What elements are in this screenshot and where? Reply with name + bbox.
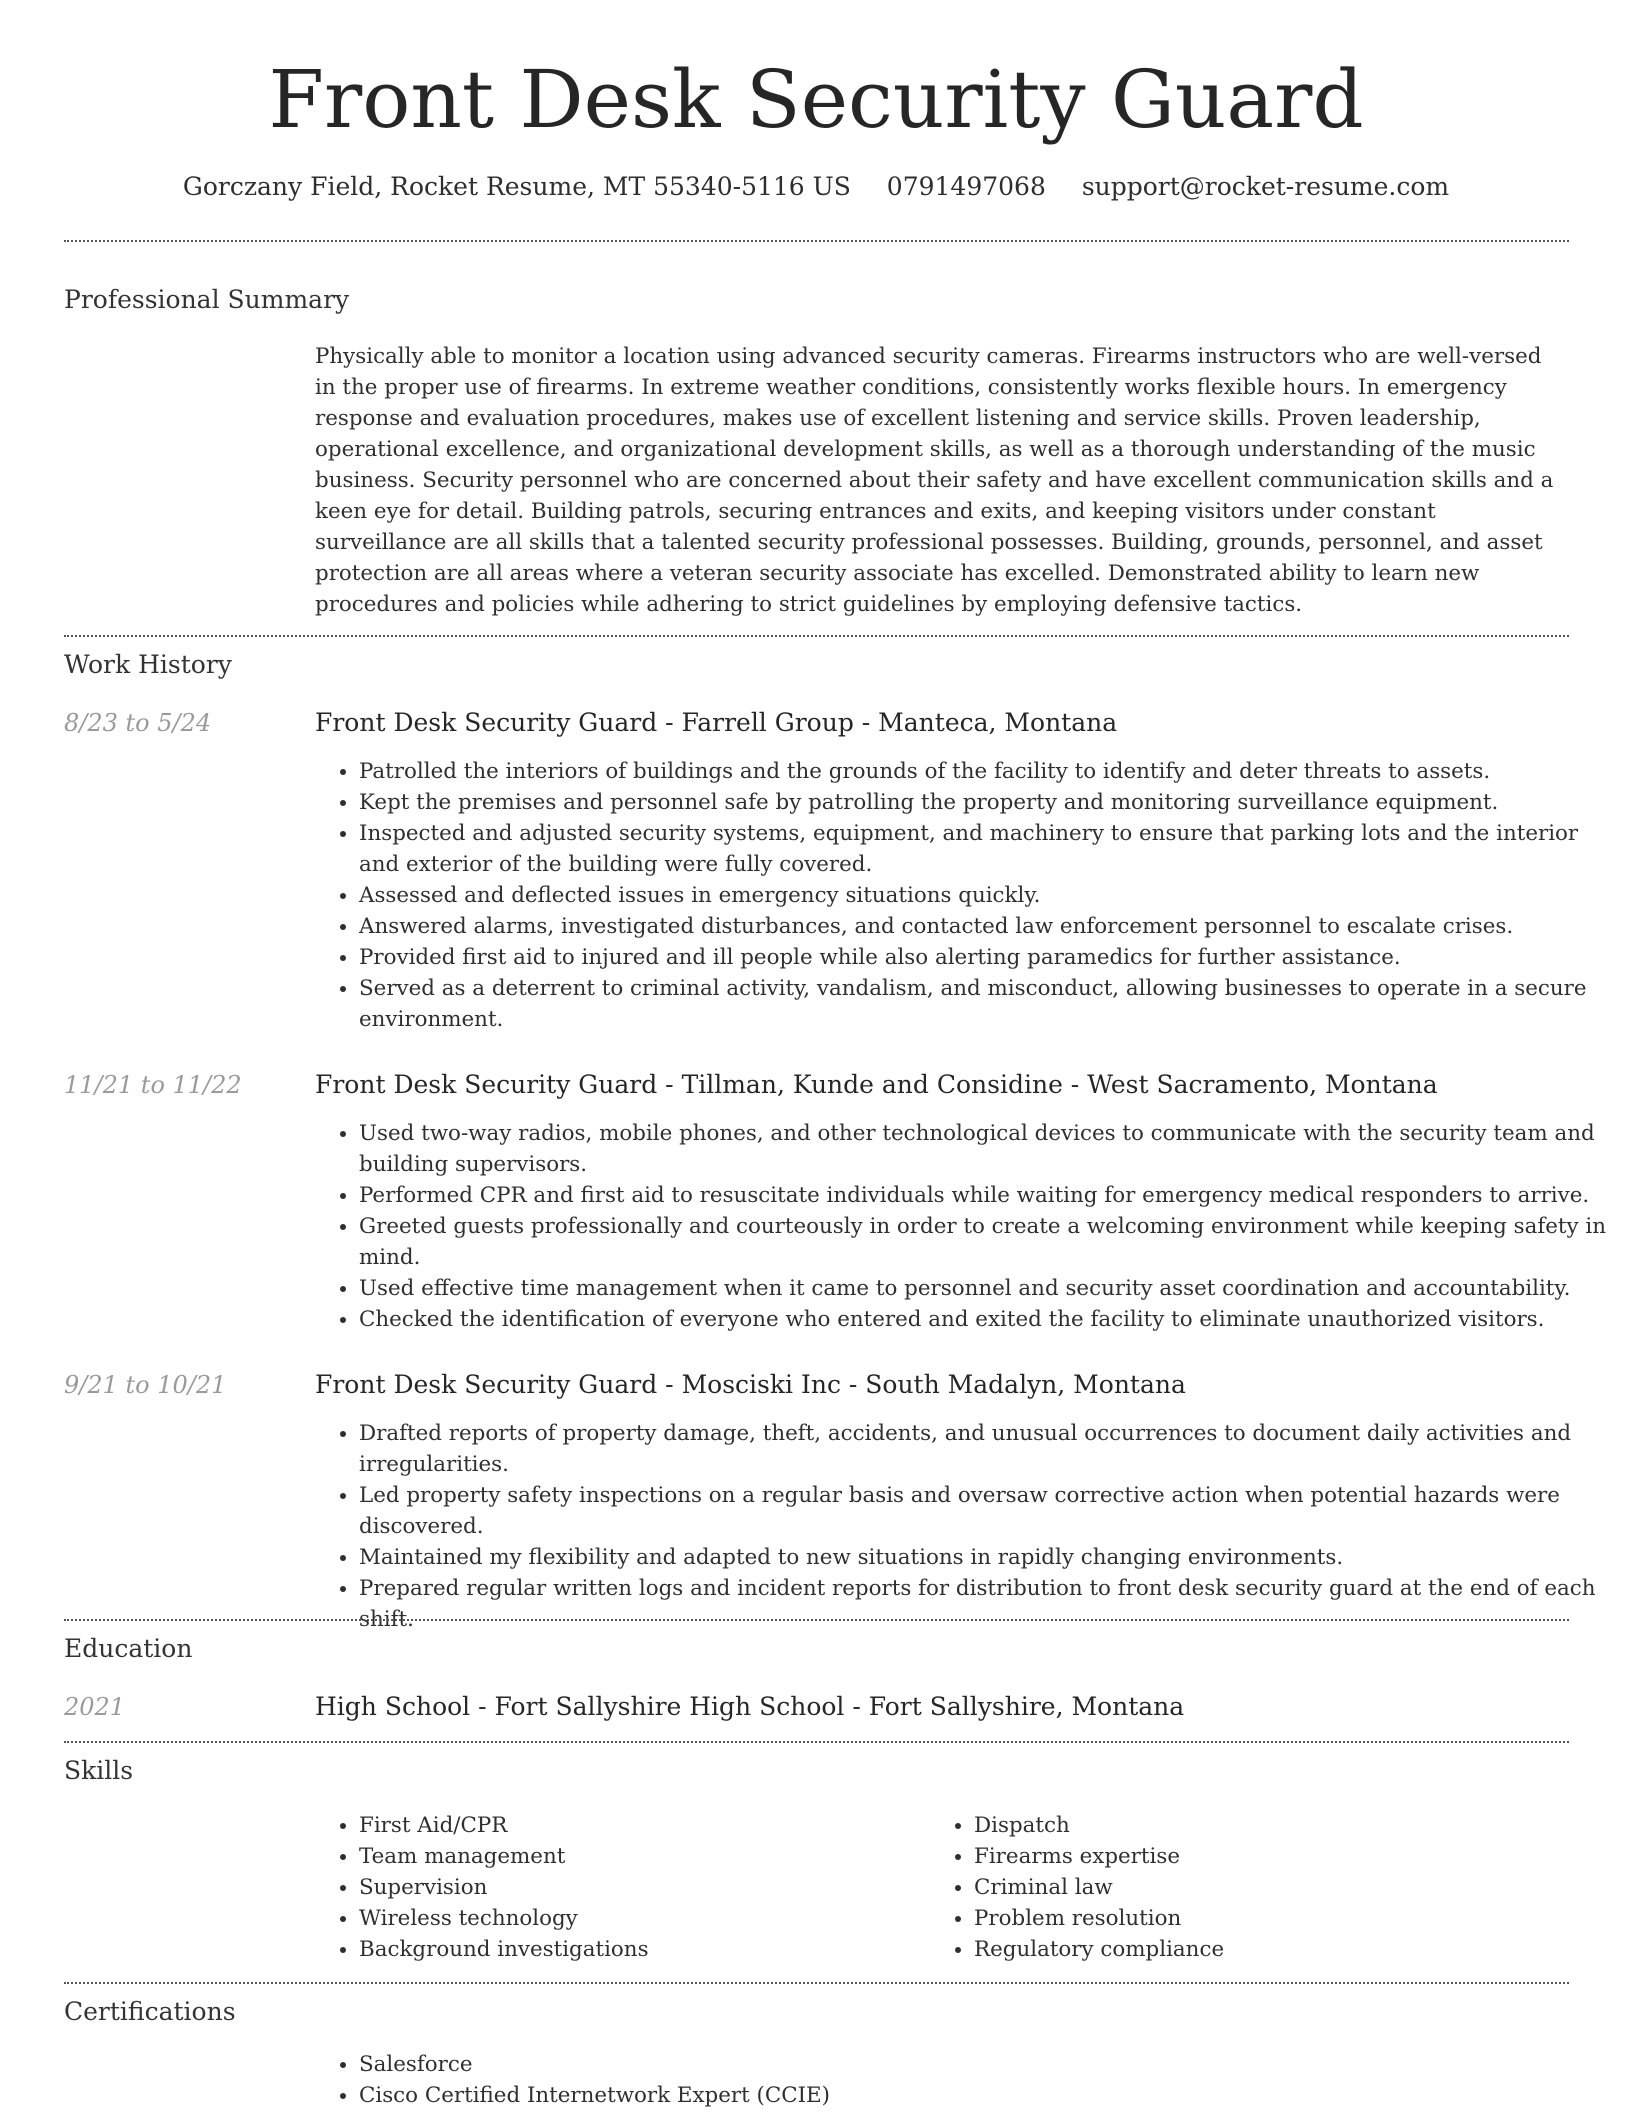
section-divider xyxy=(64,1741,1569,1743)
job-bullets xyxy=(315,1418,1619,1635)
job-dates: 11/21 to 11/22 xyxy=(64,1071,242,1099)
skill-item: • Firearms expertise xyxy=(974,1841,1554,1872)
skill-item: • Problem resolution xyxy=(974,1903,1554,1934)
section-divider xyxy=(64,1982,1569,1984)
list-item: • Greeted guests professionally and courteously in order to create a welcoming environment while keeping safety in mind. xyxy=(359,1211,1619,1273)
list-item: • Used two-way radios, mobile phones, and other technological devices to communicate with the security team and building supervisors. xyxy=(359,1118,1619,1180)
job-bullets xyxy=(315,756,1619,1035)
list-item: • Assessed and deflected issues in emergency situations quickly. xyxy=(359,880,1619,911)
education-year: 2021 xyxy=(64,1693,126,1721)
education-heading: Education xyxy=(64,1634,193,1663)
skill-item: • Background investigations xyxy=(359,1934,939,1965)
skill-item: • Regulatory compliance xyxy=(974,1934,1554,1965)
list-item: • Patrolled the interiors of buildings and the grounds of the facility to identify and deter threats to assets. xyxy=(359,756,1619,787)
summary-heading: Professional Summary xyxy=(64,285,350,314)
skills-heading: Skills xyxy=(64,1756,134,1785)
skill-item: • Criminal law xyxy=(974,1872,1554,1903)
education-entry: High School - Fort Sallyshire High School - Fort Sallyshire, Montana xyxy=(315,1692,1185,1721)
list-item: • Drafted reports of property damage, theft, accidents, and unusual occurrences to document daily activities and irregularities. xyxy=(359,1418,1619,1480)
job-bullets xyxy=(315,1118,1619,1335)
list-item: • Kept the premises and personnel safe by patrolling the property and monitoring surveillance equipment. xyxy=(359,787,1619,818)
list-item: • Inspected and adjusted security systems, equipment, and machinery to ensure that parking lots and the interior and exterior of the building were fully covered. xyxy=(359,818,1619,880)
skills-list-left xyxy=(315,1810,939,1965)
contact-email[interactable]: support@rocket-resume.com xyxy=(1081,172,1450,201)
list-item: • Used effective time management when it came to personnel and security asset coordination and accountability. xyxy=(359,1273,1619,1304)
job-title: Front Desk Security Guard - Mosciski Inc - South Madalyn, Montana xyxy=(315,1370,1186,1399)
job-dates: 8/23 to 5/24 xyxy=(64,709,212,737)
list-item: • Maintained my flexibility and adapted to new situations in rapidly changing environments. xyxy=(359,1542,1619,1573)
work-history-heading: Work History xyxy=(64,650,232,679)
certifications-list xyxy=(315,2049,1619,2111)
list-item: • Provided first aid to injured and ill people while also alerting paramedics for further assistance. xyxy=(359,942,1619,973)
certification-item: • Cisco Certified Internetwork Expert (CCIE) xyxy=(359,2080,1619,2111)
skill-item: • Dispatch xyxy=(974,1810,1554,1841)
section-divider xyxy=(64,1619,1569,1621)
job-dates: 9/21 to 10/21 xyxy=(64,1371,227,1399)
list-item: • Led property safety inspections on a regular basis and oversaw corrective action when potential hazards were discovered. xyxy=(359,1480,1619,1542)
list-item: • Prepared regular written logs and incident reports for distribution to front desk security guard at the end of each shift. xyxy=(359,1573,1619,1635)
skills-list-right xyxy=(930,1810,1554,1965)
contact-phone: 0791497068 xyxy=(886,172,1046,201)
certifications-heading: Certifications xyxy=(64,1997,236,2026)
skill-item: • Supervision xyxy=(359,1872,939,1903)
section-divider xyxy=(64,240,1569,242)
section-divider xyxy=(64,635,1569,637)
list-item: • Served as a deterrent to criminal activity, vandalism, and misconduct, allowing businesses to operate in a secure environment. xyxy=(359,973,1619,1035)
certification-item: • Salesforce xyxy=(359,2049,1619,2080)
summary-text: Physically able to monitor a location using advanced security cameras. Firearms instructors who are well-versed in the proper use of firearms. In extreme weather conditions, consistently works flexible hours. In emergency response and evaluation procedures, makes use of excellent listening and service skills. Proven leadership, operational excellence, and organizational development skills, as well as a thorough understanding of the music business. Security personnel who are concerned about their safety and have excellent communication skills and a keen eye for detail. Building patrols, securing entrances and exits, and keeping visitors under constant surveillance are all skills that a talented security professional possesses. Building, grounds, personnel, and asset protection are all areas where a veteran security associate has excelled. Demonstrated ability to learn new procedures and policies while adhering to strict guidelines by employing defensive tactics. xyxy=(315,344,1554,617)
contact-line xyxy=(0,170,1632,204)
skill-item: • First Aid/CPR xyxy=(359,1810,939,1841)
skill-item: • Team management xyxy=(359,1841,939,1872)
skill-item: • Wireless technology xyxy=(359,1903,939,1934)
list-item: • Checked the identification of everyone who entered and exited the facility to eliminate unauthorized visitors. xyxy=(359,1304,1619,1335)
job-title: Front Desk Security Guard - Tillman, Kunde and Considine - West Sacramento, Montana xyxy=(315,1070,1438,1099)
contact-address: Gorczany Field, Rocket Resume, MT 55340-5116 US xyxy=(182,172,851,201)
list-item: • Performed CPR and first aid to resuscitate individuals while waiting for emergency medical responders to arrive. xyxy=(359,1180,1619,1211)
resume-title: Front Desk Security Guard xyxy=(268,53,1364,146)
list-item: • Answered alarms, investigated disturbances, and contacted law enforcement personnel to escalate crises. xyxy=(359,911,1619,942)
job-title: Front Desk Security Guard - Farrell Group - Manteca, Montana xyxy=(315,708,1118,737)
